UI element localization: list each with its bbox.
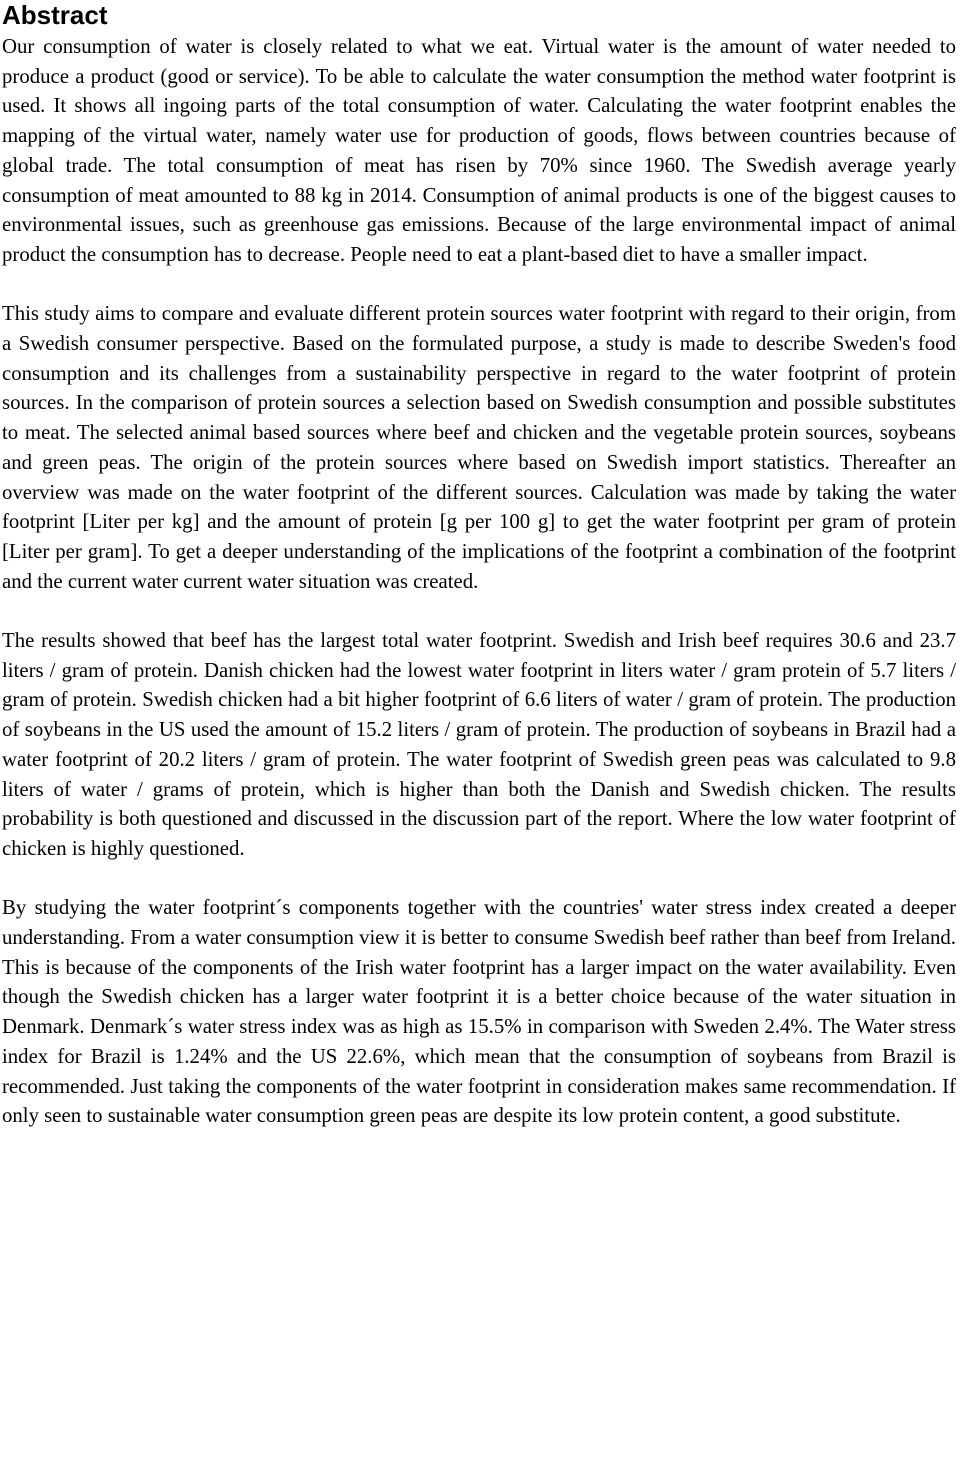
paragraph-conclusions: By studying the water footprint´s components together with the countries' water stress index created a deeper understanding. From a water consumption view it is better to consume Swedish beef rather than beef from Ireland. This is because of the components of the Irish water footprint has a larger impact on the water availability. Even though the Swedish chicken has a larger water footprint it is a better choice because of the water situation in Denmark. Denmark´s water stress index was as high as 15.5% in comparison with Sweden 2.4%. The Water stress index for Brazil is 1.24% and the US 22.6%, which mean that the consumption of soybeans from Brazil is recommended. Just taking the components of the water footprint in consideration makes same recommendation. If only seen to sustainable water consumption green peas are despite its low protein content, a good substitute. <box>2 896 956 1128</box>
abstract-heading: Abstract <box>2 0 108 30</box>
paragraph-study-aim: This study aims to compare and evaluate different protein sources water footprint with regard to their origin, from a Swedish consumer perspective. Based on the formulated purpose, a study is made to describe Sweden's food consumption and its challenges from a sustainability perspective in regard to the water footprint of protein sources. In the comparison of protein sources a selection based on Swedish consumption and possible substitutes to meat. The selected animal based sources where beef and chicken and the vegetable protein sources, soybeans and green peas. The origin of the protein sources where based on Swedish import statistics. Thereafter an overview was made on the water footprint of the different sources. Calculation was made by taking the water footprint [Liter per kg] and the amount of protein [g per 100 g] to get the water footprint per gram of protein [Liter per gram]. To get a deeper understanding of the implications of the footprint a combination of the footprint and the current water current water situation was created. <box>2 302 956 593</box>
paragraph-results: The results showed that beef has the largest total water footprint. Swedish and Irish beef requires 30.6 and 23.7 liters / gram of protein. Danish chicken had the lowest water footprint in liters water / gram protein of 5.7 liters / gram of protein. Swedish chicken had a bit higher footprint of 6.6 liters of water / gram of protein. The production of soybeans in the US used the amount of 15.2 liters / gram of protein. The production of soybeans in Brazil had a water footprint of 20.2 liters / gram of protein. The water footprint of Swedish green peas was calculated to 9.8 liters of water / grams of protein, which is higher than both the Danish and Swedish chicken. The results probability is both questioned and discussed in the discussion part of the report. Where the low water footprint of chicken is highly questioned. <box>2 629 956 860</box>
paragraph-introduction: Our consumption of water is closely related to what we eat. Virtual water is the amount of water needed to produce a product (good or service). To be able to calculate the water consumption the method water footprint is used. It shows all ingoing parts of the total consumption of water. Calculating the water footprint enables the mapping of the virtual water, namely water use for production of goods, flows between countries because of global trade. The total consumption of meat has risen by 70% since 1960. The Swedish average yearly consumption of meat amounted to 88 kg in 2014. Consumption of animal products is one of the biggest causes to environmental issues, such as greenhouse gas emissions. Because of the large environmental impact of animal product the consumption has to decrease. People need to eat a plant-based diet to have a smaller impact. <box>2 35 956 266</box>
